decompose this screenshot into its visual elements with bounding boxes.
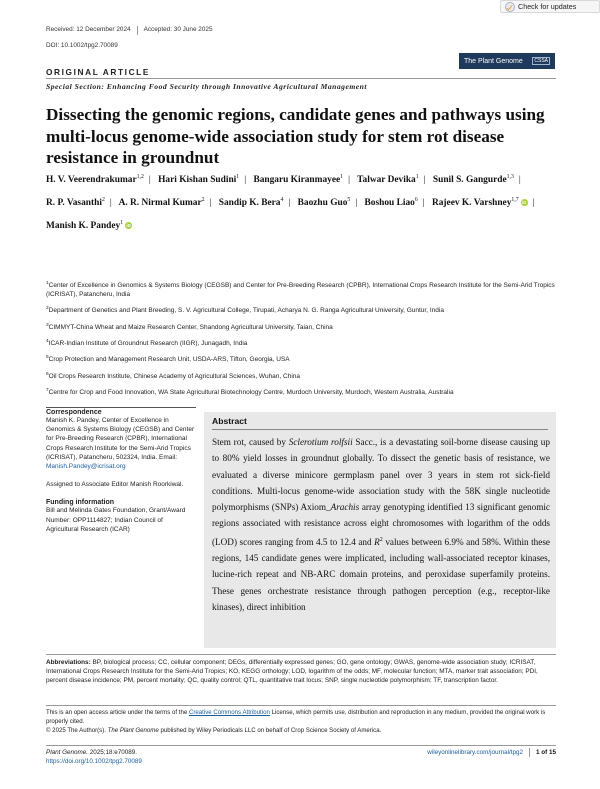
orcid-icon[interactable]: iD — [126, 223, 131, 229]
orcid-icon[interactable]: iD — [521, 200, 527, 206]
journal-name: The Plant Genome — [464, 57, 523, 65]
article-dates — [46, 26, 213, 35]
abstract-box — [204, 412, 556, 648]
author-separator: | — [244, 175, 247, 186]
author-separator: | — [209, 198, 212, 209]
author-separator: | — [288, 198, 291, 209]
check-updates-label: Check for updates — [518, 2, 577, 11]
affiliation: $^5$Crop Protection and Management Research Unit, USDA-ARS, Tifton, Georgia, USA — [46, 355, 290, 364]
journal-url-link[interactable]: wileyonlinelibrary.com/journal/tpg2 — [427, 749, 524, 756]
author-name[interactable]: Boshou Liao — [364, 198, 415, 209]
author-separator: | — [148, 175, 151, 186]
special-section: Special Section: Enhancing Food Security through Innovative Agricultural Management — [46, 82, 367, 91]
author-separator: | — [355, 198, 358, 209]
author-name[interactable]: Sandip K. Bera — [218, 198, 281, 209]
journal-badge[interactable] — [459, 53, 555, 69]
affiliation: $^3$CIMMYT-China Wheat and Maize Research Center, Shandong Agricultural University, Taian, China — [46, 322, 333, 331]
author-name[interactable]: Baozhu Guo — [297, 198, 348, 209]
author-separator: | — [532, 198, 535, 209]
funding-heading: Funding information — [46, 499, 115, 507]
author-affiliation-sup: 1,7 — [511, 196, 519, 203]
correspondence-body: Manish K. Pandey, Center of Excellence in Genomics & Systems Biology (CEGSB) and Center for Pre-Breeding Research (CPBR), International Crops Research Institute for the Semi-Arid Tropics (ICRISAT), Patancheru, 502324, India. Email: Manish.Pandey@icrisat.org — [46, 417, 195, 471]
affiliations — [46, 279, 558, 402]
author-separator: | — [348, 175, 350, 186]
divider — [46, 78, 556, 79]
doi: DOI: 10.1002/tpg2.70089 — [46, 42, 118, 49]
author-separator: | — [518, 175, 521, 186]
check-for-updates-button[interactable] — [500, 0, 600, 13]
license-text: This is an open access article under the terms of the Creative Commons Attribution License, which permits use, distribution and reproduction in any medium, provided the original work is properly cited. — [46, 709, 546, 725]
footer-separator — [529, 748, 530, 757]
abstract-heading: Abstract — [212, 416, 247, 426]
author-affiliation-sup: 1 — [340, 174, 344, 180]
divider — [46, 705, 556, 706]
abbreviations: Abbreviations: BP, biological process; CC, cellular component; DEGs, differentially expressed genes; GO, gene ontology; GWAS, genome-wide association study; ICRISAT, International Crops Research Institute for the Semi-Arid Tropics; KO, KEGG orthology; LOD, logarithm of the odds; MF, molecular function; MTA, marker trait association; PDI, percent disease incidence; PM, percent mortality; QC, quality control; QTL, quantitative trait locus; SNP, single nucleotide polymorphism; TF, transcription factor. — [46, 659, 538, 685]
abstract-text: Stem rot, caused by Sclerotium rolfsii Sacc., is a devastating soil-borne disease causing up to 80% yield losses in groundnut globally. To dissect the genetic basis of resistance, we evaluated a diverse minicore germplasm panel over 3 years in stem rot sick-field conditions. Multi-locus genome-wide association study with the 58K single nucleotide polymorphisms (SNPs) Axiom_Arachis array genotyping identified 13 significant genomic regions associated with resistance across eight chromosomes with logarithm of the odds (LOD) scores ranging from 4.5 to 12.4 and $R^2$ values between 6.9% and 58%. Within these regions, 145 candidate genes were implicated, including wall-associated receptor kinases, lucine-rich repeat and NB-ARC domain proteins, and peroxidase superfamily proteins. These genes orchestrate resistance through pathogen perception (e.g., receptor-like kinases), direct inhibition — [212, 437, 551, 613]
received-date: Received: 12 December 2024 — [46, 26, 131, 33]
author-affiliation-sup: 2 — [101, 196, 105, 203]
author-affiliation-sup: 1 — [120, 219, 124, 226]
divider — [46, 654, 556, 655]
page-footer — [427, 748, 556, 757]
society-logo-icon: CSSA — [534, 58, 548, 64]
author-affiliation-sup: 1 — [236, 174, 240, 180]
check-updates-icon — [505, 2, 515, 12]
author-affiliation-sup: 2 — [201, 196, 205, 203]
author-name[interactable]: Manish K. Pandey — [46, 220, 121, 231]
author-name[interactable]: Rajeev K. Varshney — [431, 198, 512, 209]
divider — [46, 745, 556, 746]
author-separator: | — [423, 175, 426, 186]
author-name[interactable]: A. R. Nirmal Kumar — [118, 198, 202, 209]
author-affiliation-sup: 4 — [280, 196, 284, 203]
correspondence-heading: Correspondence — [46, 409, 102, 416]
correspondence-panel — [46, 409, 196, 534]
accepted-date: Accepted: 30 June 2025 — [143, 26, 213, 33]
author-name[interactable]: Talwar Devika — [357, 175, 416, 186]
doi-link[interactable]: https://doi.org/10.1002/tpg2.70089 — [46, 758, 142, 765]
author-affiliation-sup: 1,2 — [136, 174, 144, 180]
author-affiliation-sup: 1,3 — [506, 174, 514, 180]
author-name[interactable]: Sunil S. Gangurde — [432, 175, 507, 186]
article-type: ORIGINAL ARTICLE — [46, 67, 150, 77]
author-name[interactable]: H. V. Veerendrakumar — [46, 175, 137, 186]
author-name[interactable]: Hari Kishan Sudini — [158, 175, 237, 186]
affiliation: $^1$Center of Excellence in Genomics & Systems Biology (CEGSB) and Center for Pre-Breeding Research (CPBR), International Crops Research Institute for the Semi-Arid Tropics (ICRISAT), Patancheru, India — [46, 281, 555, 299]
author-list — [46, 168, 562, 237]
article-title: Dissecting the genomic regions, candidate genes and pathways using multi-locus genome-wide association study for stem rot disease resistance in groundnut — [46, 105, 545, 167]
affiliation: $^6$Oil Crops Research Institute, Chinese Academy of Agricultural Sciences, Wuhan, China — [46, 371, 301, 380]
divider — [212, 429, 548, 430]
affiliation: $^4$ICAR-Indian Institute of Groundnut Research (IIGR), Junagadh, India — [46, 339, 248, 348]
author-name[interactable]: R. P. Vasanthi — [46, 198, 102, 209]
license-link[interactable]: Creative Commons Attribution — [188, 709, 270, 716]
author-separator: | — [109, 198, 112, 209]
author-separator: | — [422, 198, 425, 209]
editor-note: Assigned to Associate Editor Manish Roorkiwal. — [46, 481, 184, 489]
author-name[interactable]: Bangaru Kiranmayee — [253, 175, 341, 186]
divider — [46, 407, 196, 408]
funding-text: Bill and Melinda Gates Foundation, Grant/Award Number: OPP1114827; Indian Council of Agricultural Research (ICAR) — [46, 507, 186, 533]
author-affiliation-sup: 1 — [415, 174, 419, 180]
author-affiliation-sup: 6 — [414, 196, 418, 203]
email-link[interactable]: Manish.Pandey@icrisat.org — [46, 463, 126, 471]
affiliation: $^7$Centre for Crop and Food Innovation, WA State Agricultural Biotechnology Centre, Murdoch University, Murdoch, Western Australia, Australia — [46, 388, 454, 397]
citation-footer: Plant Genome. 2025;18:e70089. https://doi.org/10.1002/tpg2.70089 — [46, 749, 142, 765]
affiliation: $^2$Department of Genetics and Plant Breeding, S. V. Agricultural College, Tirupati, Acharya N. G. Ranga Agricultural University, Guntur, India — [46, 306, 444, 315]
page-number: 1 of 15 — [536, 749, 556, 756]
date-separator — [137, 26, 138, 35]
author-affiliation-sup: 5 — [347, 196, 351, 203]
copyright: © 2025 The Author(s). The Plant Genome published by Wiley Periodicals LLC on behalf of Crop Science Society of America. — [46, 727, 382, 734]
